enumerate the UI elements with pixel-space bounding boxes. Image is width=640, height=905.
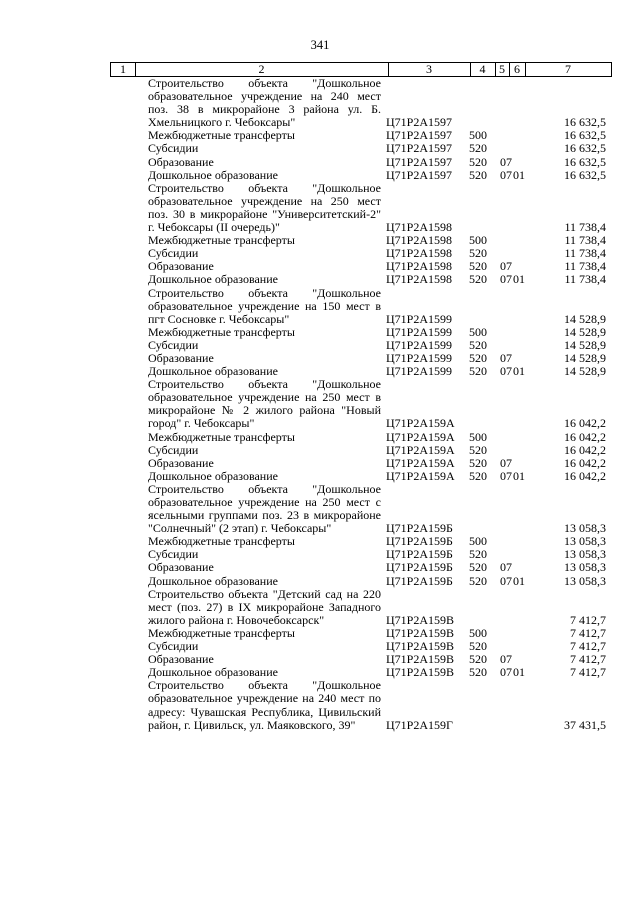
- row-amount: 16 042,2: [564, 416, 606, 431]
- row-amount: 13 058,3: [564, 521, 606, 536]
- row-col-5: 07: [500, 167, 512, 182]
- row-col-6: 01: [513, 665, 525, 680]
- row-amount: 7 412,7: [570, 665, 606, 680]
- row-code: Ц71Р2А159Б: [386, 534, 453, 549]
- row-amount: 16 632,5: [564, 128, 606, 143]
- page-number: 341: [310, 38, 330, 52]
- row-col-4: 520: [469, 560, 487, 575]
- row-name: Дошкольное образование: [148, 665, 278, 680]
- row-code: Ц71Р2А159В: [386, 652, 455, 667]
- table-row: [0, 640, 640, 653]
- row-amount: 11 738,4: [564, 259, 606, 274]
- row-amount: 16 632,5: [564, 167, 606, 182]
- row-code: Ц71Р2А159В: [386, 625, 455, 640]
- row-col-4: 520: [469, 442, 487, 457]
- row-code: Ц71Р2А159В: [386, 639, 455, 654]
- table-row: [0, 444, 640, 457]
- row-name: Межбюджетные трансферты: [148, 233, 295, 248]
- row-amount: 16 042,2: [564, 442, 606, 457]
- row-amount: 14 528,9: [564, 364, 606, 379]
- row-name: Строительство объекта "Дошкольное образовательное учреждение на 240 мест по адресу: Чувашская Республика, Цивильский район, г. Цивильск, ул. Маяковского, 39": [148, 678, 381, 732]
- row-name: Субсидии: [148, 337, 199, 352]
- row-code: Ц71Р2А1598: [386, 272, 453, 287]
- row-code: Ц71Р2А1597: [386, 141, 453, 156]
- row-col-5: 07: [500, 665, 512, 680]
- row-code: Ц71Р2А159А: [386, 468, 455, 483]
- table-header: [110, 62, 612, 77]
- row-amount: 14 528,9: [564, 324, 606, 339]
- row-col-6: 01: [513, 364, 525, 379]
- row-name: Строительство объекта "Дошкольное образовательное учреждение на 250 мест с ясельными группами поз. 23 в микрорайоне "Солнечный" (2 этап) г. Чебоксары": [148, 481, 381, 536]
- row-amount: 7 412,7: [570, 612, 606, 627]
- row-code: Ц71Р2А1597: [386, 167, 453, 182]
- row-name: Межбюджетные трансферты: [148, 429, 295, 444]
- row-name: Субсидии: [148, 442, 199, 457]
- row-name: Межбюджетные трансферты: [148, 324, 295, 339]
- row-code: Ц71Р2А1597: [386, 115, 453, 130]
- header-col-7: 7: [565, 62, 571, 76]
- row-name: Субсидии: [148, 246, 199, 261]
- table-row: [0, 273, 640, 286]
- table-row: [0, 169, 640, 182]
- table-row: [0, 247, 640, 260]
- row-name: Образование: [148, 560, 214, 575]
- table-row: [0, 77, 640, 129]
- row-code: Ц71Р2А1598: [386, 246, 453, 261]
- table-row: [0, 326, 640, 339]
- row-name: Дошкольное образование: [148, 272, 278, 287]
- row-col-6: 01: [513, 167, 525, 182]
- row-name: Строительство объекта "Дошкольное образовательное учреждение на 250 мест в микрорайоне № 2 жилого района "Новый город" г. Чебоксары": [148, 377, 381, 431]
- row-col-4: 500: [469, 534, 487, 549]
- row-amount: 13 058,3: [564, 560, 606, 575]
- row-col-4: 520: [469, 364, 487, 379]
- table-row: [0, 561, 640, 574]
- row-code: Ц71Р2А159В: [386, 612, 455, 627]
- row-col-5: 07: [500, 455, 512, 470]
- row-col-4: 500: [469, 233, 487, 248]
- row-code: Ц71Р2А1597: [386, 128, 453, 143]
- table-row: [0, 339, 640, 352]
- header-col-1: 1: [120, 62, 126, 76]
- row-name: Строительство объекта "Дошкольное образовательное учреждение на 240 мест поз. 38 в микрорайоне 3 района ул. Б. Хмельницкого г. Чебоксары": [148, 76, 381, 130]
- row-amount: 11 738,4: [564, 246, 606, 261]
- row-col-6: 01: [513, 468, 525, 483]
- table-row: [0, 431, 640, 444]
- row-col-4: 520: [469, 246, 487, 261]
- header-col-6: 6: [514, 62, 520, 76]
- row-name: Дошкольное образование: [148, 468, 278, 483]
- table-row: [0, 182, 640, 234]
- row-col-4: 500: [469, 429, 487, 444]
- row-name: Субсидии: [148, 547, 199, 562]
- row-code: Ц71Р2А1598: [386, 259, 453, 274]
- row-col-5: 07: [500, 652, 512, 667]
- row-col-4: 520: [469, 141, 487, 156]
- row-code: Ц71Р2А159Б: [386, 573, 453, 588]
- row-name: Образование: [148, 259, 214, 274]
- row-name: Образование: [148, 154, 214, 169]
- header-col-2: 2: [258, 62, 265, 76]
- table-row: [0, 352, 640, 365]
- row-name: Строительство объекта "Детский сад на 220 мест (поз. 27) в IX микрорайоне Западного жилого района г. Новочебоксарск": [148, 586, 381, 627]
- table-row: [0, 378, 640, 430]
- row-col-5: 07: [500, 350, 512, 365]
- row-name: Строительство объекта "Дошкольное образовательное учреждение на 150 мест в пгт Сосновке г. Чебоксары": [148, 285, 381, 326]
- row-col-4: 520: [469, 665, 487, 680]
- row-name: Образование: [148, 350, 214, 365]
- row-col-6: 01: [513, 272, 525, 287]
- table-row: [0, 627, 640, 640]
- table-row: [0, 287, 640, 326]
- row-code: Ц71Р2А159Б: [386, 547, 453, 562]
- row-code: Ц71Р2А1599: [386, 324, 453, 339]
- table-row: [0, 548, 640, 561]
- table-row: [0, 575, 640, 588]
- row-name: Образование: [148, 652, 214, 667]
- row-col-5: 07: [500, 154, 512, 169]
- row-amount: 16 042,2: [564, 455, 606, 470]
- header-col-4: 4: [479, 62, 486, 76]
- row-code: Ц71Р2А1599: [386, 364, 453, 379]
- row-amount: 11 738,4: [564, 233, 606, 248]
- row-col-4: 520: [469, 468, 487, 483]
- row-name: Образование: [148, 455, 214, 470]
- row-col-4: 500: [469, 128, 487, 143]
- row-col-4: 520: [469, 154, 487, 169]
- row-amount: 14 528,9: [564, 311, 606, 326]
- row-col-4: 520: [469, 547, 487, 562]
- row-col-4: 520: [469, 350, 487, 365]
- row-col-4: 520: [469, 337, 487, 352]
- row-amount: 7 412,7: [570, 625, 606, 640]
- row-code: Ц71Р2А159В: [386, 665, 455, 680]
- row-col-4: 520: [469, 167, 487, 182]
- row-name: Межбюджетные трансферты: [148, 625, 295, 640]
- table-row: [0, 129, 640, 142]
- row-amount: 14 528,9: [564, 350, 606, 365]
- row-name: Строительство объекта "Дошкольное образовательное учреждение на 250 мест поз. 30 в микрорайоне "Университетский-2" г. Чебоксары (II очередь)": [148, 180, 381, 235]
- header-col-5: 5: [499, 62, 505, 76]
- row-name: Субсидии: [148, 639, 199, 654]
- row-name: Субсидии: [148, 141, 199, 156]
- row-amount: 16 042,2: [564, 468, 606, 483]
- row-col-5: 07: [500, 573, 512, 588]
- row-name: Межбюджетные трансферты: [148, 534, 295, 549]
- header-col-3: 3: [426, 62, 432, 76]
- table-row: [0, 483, 640, 535]
- row-amount: 16 632,5: [564, 141, 606, 156]
- row-name: Межбюджетные трансферты: [148, 128, 295, 143]
- row-col-4: 520: [469, 272, 487, 287]
- row-code: Ц71Р2А159А: [386, 442, 455, 457]
- row-amount: 13 058,3: [564, 547, 606, 562]
- row-amount: 14 528,9: [564, 337, 606, 352]
- row-amount: 13 058,3: [564, 534, 606, 549]
- row-code: Ц71Р2А159Б: [386, 560, 453, 575]
- table-row: [0, 535, 640, 548]
- table-row: [0, 679, 640, 731]
- row-amount: 16 042,2: [564, 429, 606, 444]
- row-col-5: 07: [500, 364, 512, 379]
- row-code: Ц71Р2А1598: [386, 220, 453, 235]
- row-amount: 11 738,4: [564, 272, 606, 287]
- row-col-6: 01: [513, 573, 525, 588]
- row-code: Ц71Р2А1599: [386, 311, 453, 326]
- row-col-4: 500: [469, 324, 487, 339]
- row-code: Ц71Р2А1599: [386, 337, 453, 352]
- row-amount: 7 412,7: [570, 639, 606, 654]
- row-name: Дошкольное образование: [148, 167, 278, 182]
- table-row: [0, 156, 640, 169]
- table-row: [0, 470, 640, 483]
- row-code: Ц71Р2А159Б: [386, 521, 453, 536]
- row-col-4: 520: [469, 652, 487, 667]
- row-code: Ц71Р2А1597: [386, 154, 453, 169]
- table-row: [0, 260, 640, 273]
- row-code: Ц71Р2А159А: [386, 429, 455, 444]
- table-row: [0, 142, 640, 155]
- row-code: Ц71Р2А1599: [386, 350, 453, 365]
- row-amount: 13 058,3: [564, 573, 606, 588]
- table-body: [0, 77, 640, 732]
- row-col-4: 520: [469, 455, 487, 470]
- row-col-4: 520: [469, 259, 487, 274]
- row-col-4: 520: [469, 573, 487, 588]
- row-amount: 37 431,5: [564, 717, 606, 732]
- row-code: Ц71Р2А1598: [386, 233, 453, 248]
- row-col-5: 07: [500, 272, 512, 287]
- row-code: Ц71Р2А159Г: [386, 717, 453, 732]
- row-col-5: 07: [500, 560, 512, 575]
- row-col-4: 500: [469, 625, 487, 640]
- row-col-5: 07: [500, 468, 512, 483]
- table-row: [0, 457, 640, 470]
- row-amount: 16 632,5: [564, 115, 606, 130]
- row-amount: 11 738,4: [564, 220, 606, 235]
- row-name: Дошкольное образование: [148, 364, 278, 379]
- row-amount: 7 412,7: [570, 652, 606, 667]
- row-name: Дошкольное образование: [148, 573, 278, 588]
- row-amount: 16 632,5: [564, 154, 606, 169]
- row-code: Ц71Р2А159А: [386, 455, 455, 470]
- table-row: [0, 653, 640, 666]
- table-row: [0, 588, 640, 627]
- row-code: Ц71Р2А159А: [386, 416, 455, 431]
- table-row: [0, 234, 640, 247]
- row-col-4: 520: [469, 639, 487, 654]
- row-col-5: 07: [500, 259, 512, 274]
